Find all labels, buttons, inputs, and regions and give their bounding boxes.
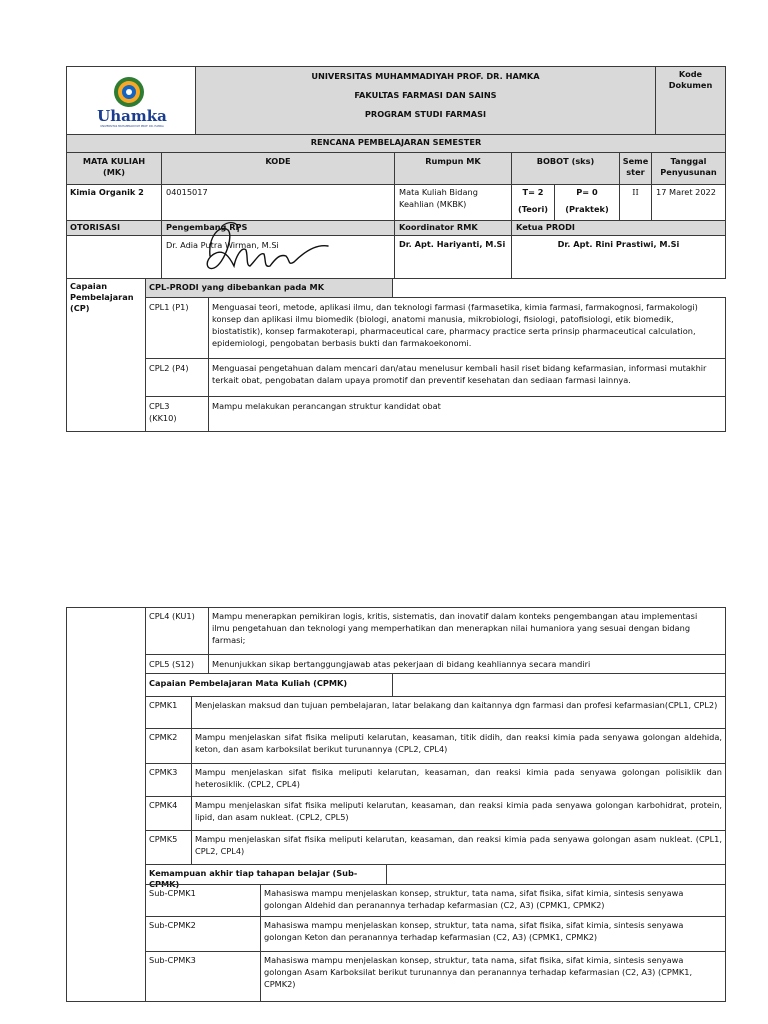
cpl2-text-cell xyxy=(208,358,726,397)
cp-left-column xyxy=(66,607,146,1002)
cpl4-text-cell xyxy=(208,607,726,655)
cpmk-header: Capaian Pembelajaran Mata Kuliah (CPMK) xyxy=(149,678,348,688)
ketua-name-cell xyxy=(511,235,726,279)
cpmk3-code-cell xyxy=(145,763,192,797)
cp-header: CPL-PRODI yang dibebankan pada MK xyxy=(149,282,325,292)
faculty-name: FAKULTAS FARMASI DAN SAINS xyxy=(354,90,497,100)
td-semester xyxy=(619,184,652,221)
cpl4-code-cell xyxy=(145,607,209,655)
cpmk-text: Mampu menjelaskan sifat fisika meliputi kelarutan, keasaman, dan reaksi kimia pada senyawa golongan asam nukleat. (CPL1, CPL2, CPL4) xyxy=(195,834,722,856)
rps-table-page1 xyxy=(66,66,726,432)
cpmk-code: CPMK5 xyxy=(149,834,178,844)
cp-header-cell xyxy=(145,278,393,298)
cp-label-cell xyxy=(66,278,146,432)
cpmk1-code-cell xyxy=(145,696,192,729)
pengembang-label: Pengembang RPS xyxy=(166,222,248,232)
cpmk-code: CPMK1 xyxy=(149,700,178,710)
cpl1-text-cell xyxy=(208,297,726,359)
ketua-name: Dr. Apt. Rini Prastiwi, M.Si xyxy=(557,239,680,249)
cpl-code: CPL4 (KU1) xyxy=(149,611,195,621)
logo-cell xyxy=(66,66,196,135)
ketua-label-cell xyxy=(511,220,726,236)
uhamka-logo-icon xyxy=(109,75,149,109)
sub-cpmk-text: Mahasiswa mampu menjelaskan konsep, struktur, tata nama, sifat fisika, sifat kimia, sintesis senyawa golongan Keton dan peranannya terhadap kefarmasian (C2, A3) (CPMK1, CPMK2) xyxy=(264,920,684,942)
cpmk1-text-cell xyxy=(191,696,726,729)
cpl-code: CPL3 (KK10) xyxy=(149,401,177,423)
cp-label: Capaian Pembelajaran (CP) xyxy=(70,281,134,313)
th-bobot-label: BOBOT (sks) xyxy=(536,156,595,166)
cpmk2-code-cell xyxy=(145,728,192,764)
cpl-text: Menunjukkan sikap bertanggungjawab atas pekerjaan di bidang keahliannya secara mandiri xyxy=(212,659,591,669)
sub-cpmk-code: Sub-CPMK3 xyxy=(149,955,196,965)
cpl5-code-cell xyxy=(145,654,209,674)
university-name: UNIVERSITAS MUHAMMADIYAH PROF. DR. HAMKA xyxy=(311,71,540,81)
cpmk3-text-cell xyxy=(191,763,726,797)
td-tanggal xyxy=(651,184,726,221)
rps-title: RENCANA PEMBELAJARAN SEMESTER xyxy=(310,137,482,147)
td-rumpun xyxy=(394,184,512,221)
cpl-text: Menguasai pengetahuan dalam mencari dan/atau menelusur kembali hasil riset bidang kefarmasian, informasi mutakhir terkait obat, pengobatan dalam upaya promotif dan preventif kesehatan dan sediaan farmasi lainnya. xyxy=(212,363,707,385)
cpmk5-code-cell xyxy=(145,830,192,865)
cpmk-code: CPMK3 xyxy=(149,767,178,777)
sub1-code-cell xyxy=(145,884,261,917)
cpmk-code: CPMK4 xyxy=(149,800,178,810)
otorisasi-label: OTORISASI xyxy=(70,222,121,232)
th-kode xyxy=(161,152,395,185)
cpl3-text-cell xyxy=(208,396,726,432)
cpmk-text: Menjelaskan maksud dan tujuan pembelajaran, latar belakang dan kaitannya dgn farmasi dan profesi kefarmasian(CPL1, CPL2) xyxy=(195,700,718,710)
otorisasi-empty-cell xyxy=(66,235,162,279)
sub-header-cell xyxy=(145,864,387,889)
koordinator-label: Koordinator RMK xyxy=(399,222,478,232)
signature-icon xyxy=(200,216,340,284)
td-bobot-t xyxy=(511,184,555,221)
koordinator-name-cell xyxy=(394,235,512,279)
cpmk4-text-cell xyxy=(191,796,726,831)
td-bobot-p xyxy=(554,184,620,221)
bobot-p-sub: (Praktek) xyxy=(565,204,609,214)
cpmk4-code-cell xyxy=(145,796,192,831)
cpmk2-text-cell xyxy=(191,728,726,764)
th-bobot xyxy=(511,152,620,185)
cpmk5-text-cell xyxy=(191,830,726,865)
cpmk-text: Mampu menjelaskan sifat fisika meliputi kelarutan, keasaman, dan reaksi kimia pada senyawa golongan polisiklik dan heterosiklik. (CPL2, CPL4) xyxy=(195,767,722,789)
cpl-text: Mampu menerapkan pemikiran logis, kritis, sistematis, dan inovatif dalam konteks pengembangan atau implementasi ilmu pengetahuan dan teknologi yang memperhatikan dan menerapkan nilai humaniora yang sesuai dengan bidang farmasi; xyxy=(212,611,698,645)
th-semester-label: Semester xyxy=(622,156,649,177)
course-name: Kimia Organik 2 xyxy=(70,187,144,197)
th-kode-label: KODE xyxy=(265,156,291,166)
ketua-label: Ketua PRODI xyxy=(516,222,575,232)
cpl-code: CPL5 (S12) xyxy=(149,659,195,669)
sub-cpmk-text: Mahasiswa mampu menjelaskan konsep, struktur, tata nama, sifat fisika, sifat kimia, sintesis senyawa golongan Aldehid dan peranannya terhadap kefarmasian (C2, A3) (CPMK1, CPMK2) xyxy=(264,888,684,910)
course-date: 17 Maret 2022 xyxy=(656,187,716,197)
cpl1-code-cell xyxy=(145,297,209,359)
course-code: 04015017 xyxy=(166,187,208,197)
otorisasi-label-cell xyxy=(66,220,162,236)
cpmk-text: Mampu menjelaskan sifat fisika meliputi kelarutan, keasaman, dan reaksi kimia pada senyawa golongan karbohidrat, protein, lipid, dan asam nukleat. (CPL2, CPL5) xyxy=(195,800,722,822)
sub3-text-cell xyxy=(260,951,726,1002)
institution-cell xyxy=(195,66,656,135)
cpl5-text-cell xyxy=(208,654,726,674)
sub2-code-cell xyxy=(145,916,261,952)
th-mk-label: MATA KULIAH (MK) xyxy=(82,156,146,177)
th-semester xyxy=(619,152,652,185)
sub2-text-cell xyxy=(260,916,726,952)
cpl-text: Mampu melakukan perancangan struktur kandidat obat xyxy=(212,401,441,411)
th-mk xyxy=(66,152,162,185)
program-name: PROGRAM STUDI FARMASI xyxy=(364,109,487,119)
cpl-code: CPL2 (P4) xyxy=(149,363,189,373)
koordinator-name: Dr. Apt. Hariyanti, M.Si xyxy=(399,239,506,249)
cpl2-code-cell xyxy=(145,358,209,397)
rps-title-cell xyxy=(66,134,726,153)
doc-code-cell xyxy=(655,66,726,135)
cpmk-code: CPMK2 xyxy=(149,732,178,742)
th-rumpun-label: Rumpun MK xyxy=(425,156,481,166)
td-mk xyxy=(66,184,162,221)
pengembang-name: Dr. Adia Putra Wirman, M.Si xyxy=(166,240,279,250)
logo-text: Uhamka xyxy=(97,107,167,125)
doc-code-label: Kode Dokumen xyxy=(668,69,713,90)
cpmk-text: Mampu menjelaskan sifat fisika meliputi kelarutan, keasaman, titik didih, dan reaksi kimia pada senyawa golongan aldehida, keton, dan asam karboksilat berikut turunannya (CPL2, CPL4) xyxy=(195,732,722,754)
cpmk-header-cell xyxy=(145,673,393,697)
th-tanggal-label: Tanggal Penyusunan xyxy=(660,156,717,177)
bobot-p: P= 0 xyxy=(576,187,598,197)
bobot-t: T= 2 xyxy=(522,187,544,197)
sub3-code-cell xyxy=(145,951,261,1002)
sub-cpmk-code: Sub-CPMK2 xyxy=(149,920,196,930)
course-semester: II xyxy=(632,187,639,197)
cpl-code: CPL1 (P1) xyxy=(149,302,189,312)
bobot-t-sub: (Teori) xyxy=(517,204,548,214)
sub1-text-cell xyxy=(260,884,726,917)
sub-cpmk-header: Kemampuan akhir tiap tahapan belajar (Sub-CPMK) xyxy=(149,868,358,889)
course-rumpun: Mata Kuliah Bidang Keahlian (MKBK) xyxy=(399,187,478,209)
sub-cpmk-code: Sub-CPMK1 xyxy=(149,888,196,898)
th-tanggal xyxy=(651,152,726,185)
koordinator-label-cell xyxy=(394,220,512,236)
rps-table-page2 xyxy=(66,607,726,1002)
cpl3-code-cell xyxy=(145,396,209,432)
cpl-text: Menguasai teori, metode, aplikasi ilmu, dan teknologi farmasi (farmasetika, kimia farmasi, farmakognosi, farmakologi) konsep dan aplikasi ilmu biomedik (biologi, anatomi manusia, mikrobiologi, fisiologi, patofisiologi, etik biomedik, biostatistik), konsep farmakoterapi, pharmaceutical care, pharmacy practice serta prinsip pharmaceutical calculation, epidemiologi, pengobatan berbasis bukti dan farmakoekonomi. xyxy=(212,302,698,348)
sub-cpmk-text: Mahasiswa mampu menjelaskan konsep, struktur, tata nama, sifat fisika, sifat kimia, sintesis senyawa golongan Asam Karboksilat berikut turunannya dan peranannya terhadap kefarmasian (C2, A3) (CPMK1, CPMK2) xyxy=(264,955,693,989)
th-rumpun xyxy=(394,152,512,185)
logo-subtext: UNIVERSITAS MUHAMMADIYAH PROF. DR. HAMKA xyxy=(100,125,164,128)
